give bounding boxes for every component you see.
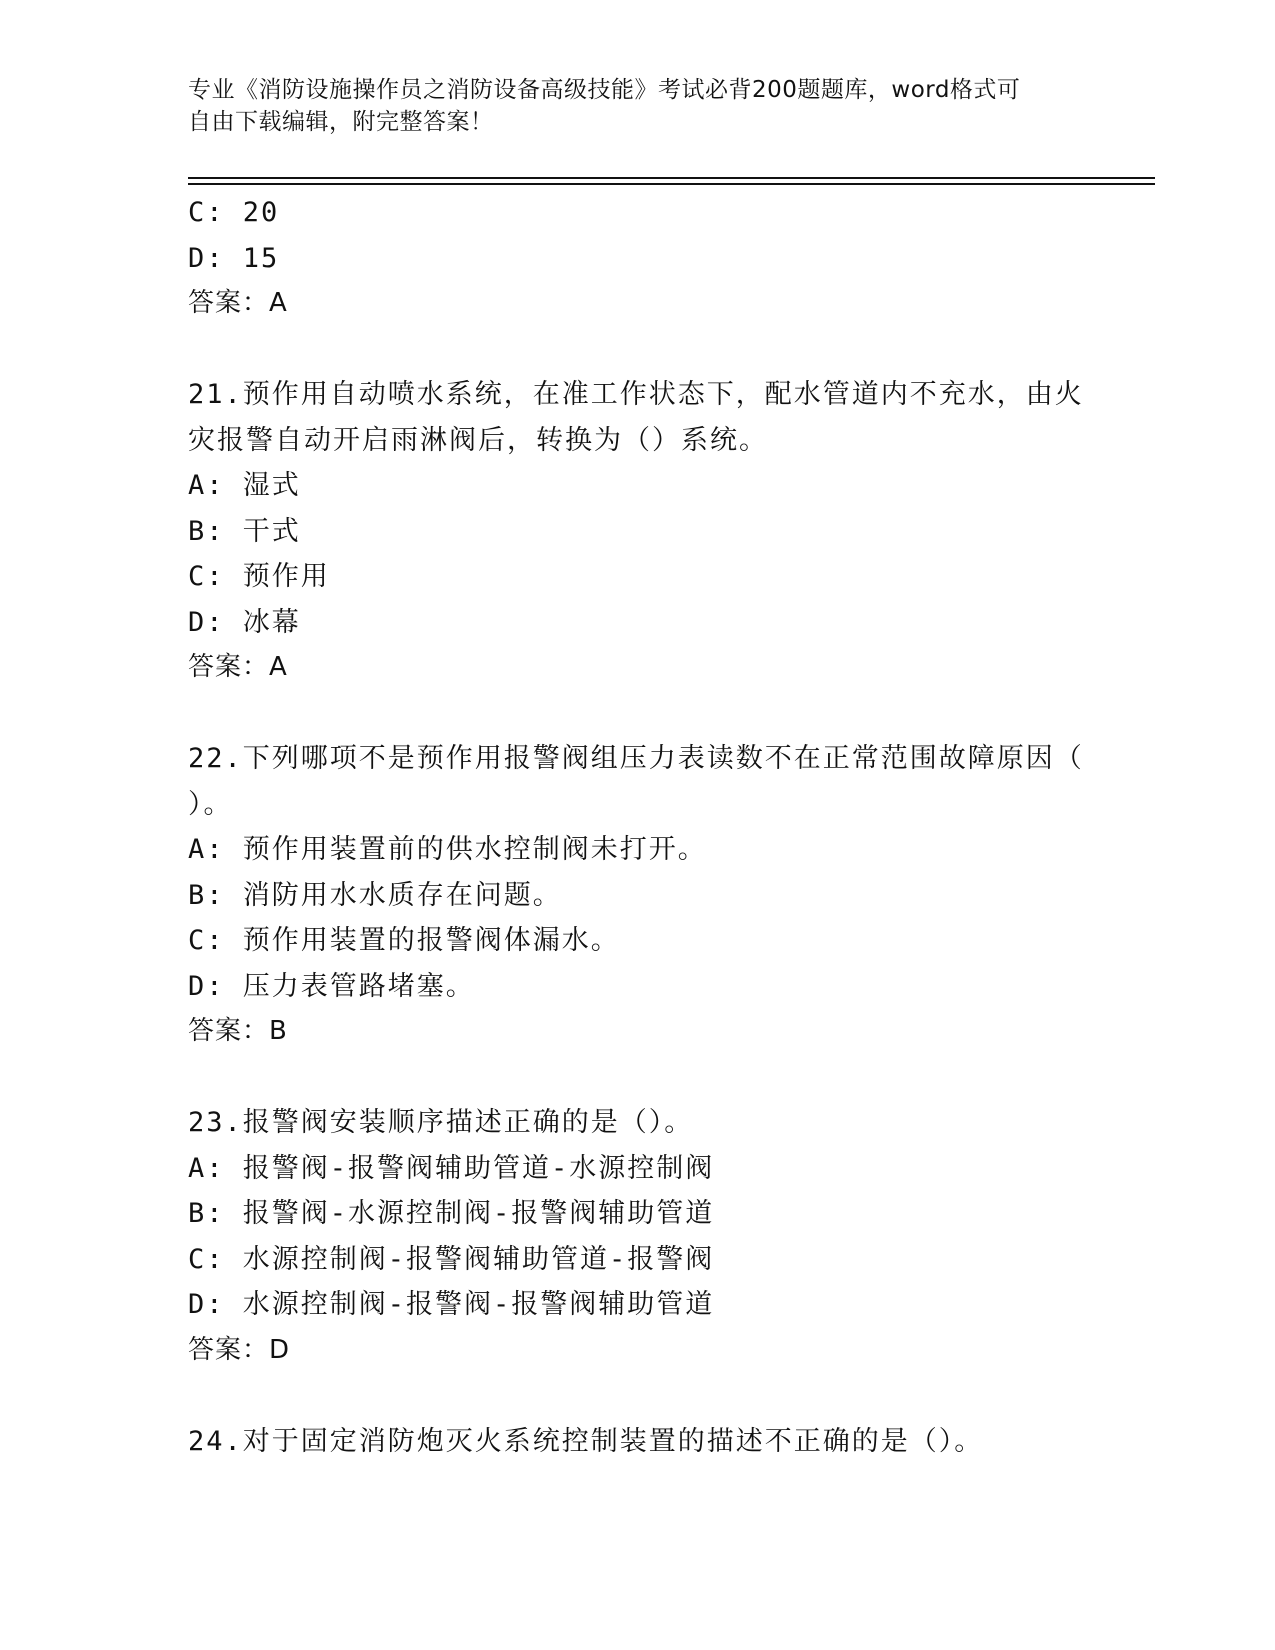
question-text: 灾报警自动开启雨淋阀后，转换为（）系统。 — [188, 424, 768, 456]
question-text: 24.对于固定消防炮灭火系统控制装置的描述不正确的是（）。 — [188, 1425, 984, 1457]
option-a: A: 报警阀-报警阀辅助管道-水源控制阀 — [188, 1152, 715, 1184]
answer-line: 答案：D — [188, 1334, 291, 1365]
question-text: 21.预作用自动喷水系统，在准工作状态下，配水管道内不充水，由火 — [188, 379, 1084, 410]
option-c: C: 水源控制阀-报警阀辅助管道-报警阀 — [188, 1243, 715, 1275]
answer-line: 答案：B — [188, 1016, 288, 1046]
header-line-2: 自由下载编辑，附完整答案！ — [188, 109, 494, 135]
option-c: C: 预作用装置的报警阀体漏水。 — [188, 925, 620, 956]
question-text: 22.下列哪项不是预作用报警阀组压力表读数不在正常范围故障原因（ — [188, 743, 1084, 774]
option-d: D: 水源控制阀-报警阀-报警阀辅助管道 — [188, 1289, 715, 1320]
option-a: A: 湿式 — [188, 470, 301, 501]
question-20-tail — [188, 190, 1088, 327]
question-text: 23.报警阀安装顺序描述正确的是（）。 — [188, 1107, 694, 1138]
question-21 — [188, 372, 1088, 691]
spacer — [188, 691, 1088, 737]
spacer — [188, 327, 1088, 373]
answer-line: 答案：A — [188, 652, 288, 682]
option-b: B: 干式 — [188, 515, 301, 547]
option-d: D: 15 — [188, 242, 280, 274]
spacer — [188, 1055, 1088, 1101]
option-d: D: 压力表管路堵塞。 — [188, 970, 475, 1002]
option-b: B: 报警阀-水源控制阀-报警阀辅助管道 — [188, 1198, 715, 1229]
header-divider-top — [188, 177, 1155, 179]
document-header — [188, 74, 1068, 138]
question-24 — [188, 1419, 1088, 1465]
question-content — [188, 190, 1088, 1464]
option-a: A: 预作用装置前的供水控制阀未打开。 — [188, 834, 707, 865]
header-divider-bottom — [188, 183, 1155, 185]
option-d: D: 冰幕 — [188, 606, 301, 638]
answer-line: 答案：A — [188, 288, 288, 318]
option-c: C: 预作用 — [188, 561, 330, 592]
option-b: B: 消防用水水质存在问题。 — [188, 879, 562, 911]
option-c: C: 20 — [188, 197, 280, 228]
question-23 — [188, 1100, 1088, 1373]
question-text: ）。 — [188, 788, 233, 820]
question-22 — [188, 736, 1088, 1055]
header-line-1: 专业《消防设施操作员之消防设备高级技能》考试必背200题题库，word格式可 — [188, 77, 1021, 103]
spacer — [188, 1373, 1088, 1419]
